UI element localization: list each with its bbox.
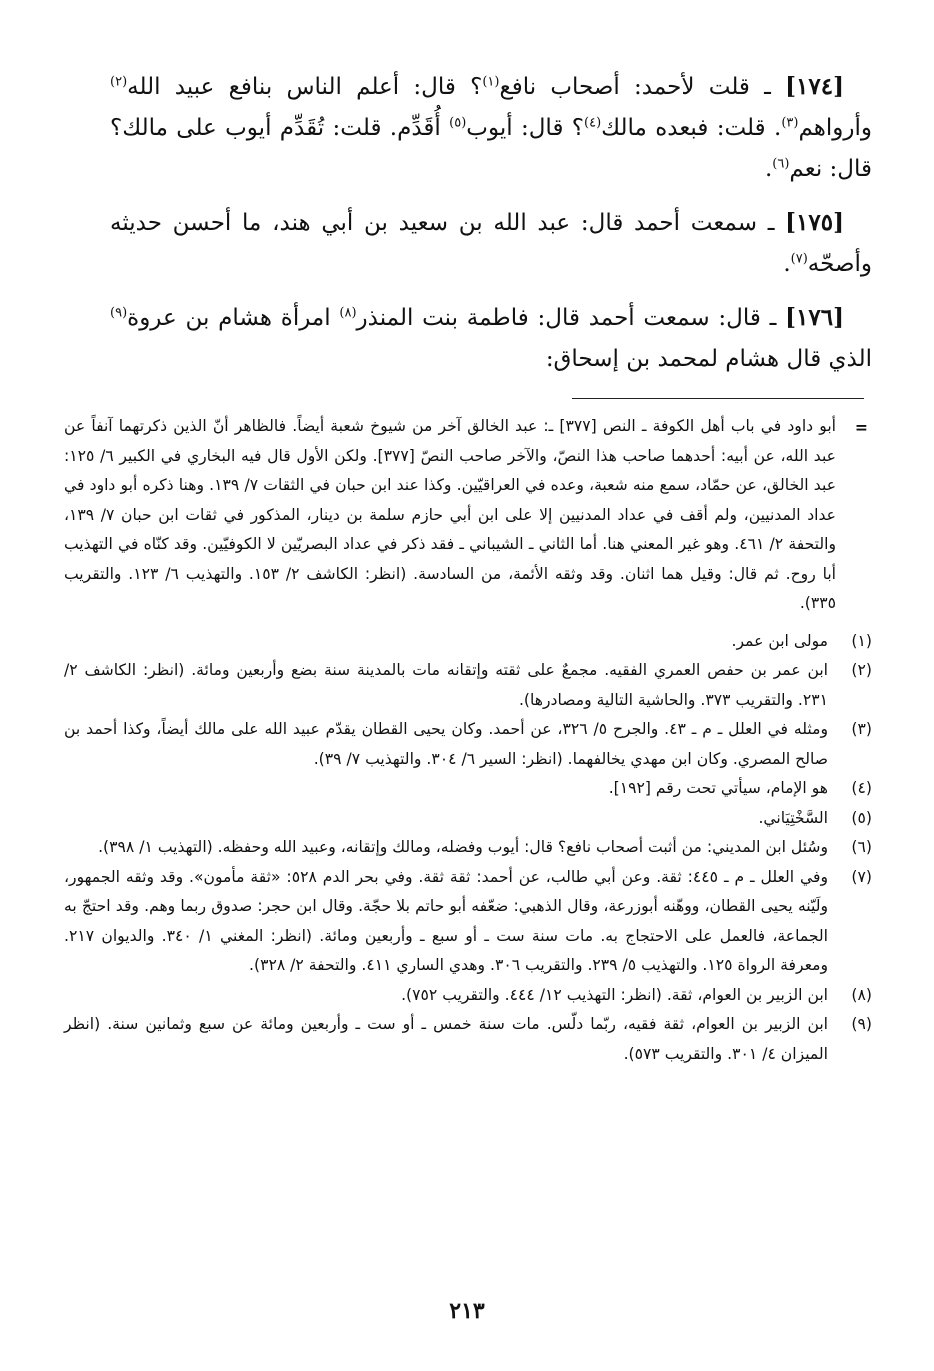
entry-text: .	[783, 251, 791, 277]
footnote-text: أبو داود في باب أهل الكوفة ـ النص [٣٧٧] ـ: عبد الخالق آخر من شيوخ شعبة أيضاً. فالظاهر أنّ الذين ذكرتهما آنفاً عن عبد الله، عن أبيه: أحدهما صاحب هذا النصّ، والآخر صاحب النصّ [٣٧٧]. ولكن الأول قال فيه البخاري في الكبير ٦/ ١٢٥: عبد الخالق، عن حمّاد، سمع منه شعبة، وعده في العراقيّين. وكذا عند ابن حبان في الثقات ٧/ ١٣٩. وهنا ذكره أبو داود في عداد المدنيين، ولم أقف في عداد المدنيين إلا على ابن أبي حازم سلمة بن دينار، المذكور في ثقات ابن حبان ٧/ ١٣٩، والتحفة ٢/ ٤٦١. وهو غير المعني هنا. أما الثاني ـ الشيباني ـ فقد ذكر في عداد البصريّين لا الكوفيّين. وقد كنّاه في التهذيب أبا روح. ثم قال: وقيل هما اثنان. وقد وثقه الأئمة، من السادسة. (انظر: الكاشف ٢/ ١٥٣. والتهذيب ٦/ ١٢٣. والتقريب ٣٣٥).	[64, 417, 837, 612]
footnote-text: السَّخْتِيَاني.	[758, 808, 828, 827]
footnote-ref[interactable]: (٥)	[449, 115, 467, 131]
footnote-text: وفي العلل ـ م ـ ٤٤٥: ثقة. وعن أبي طالب، عن أحمد: ثقة ثقة. وفي بحر الدم ٥٢٨: «ثقة مأمون». وقد وثقه الجمهور، ولَيّنه يحيى القطان، ووهّنه أبوزرعة، وقال الذهبي: ضعّفه أبو حاتم بلا حجّة. وقال ابن حجر: صدوق ربما وهم. وقد احتجّ به الجماعة، فالعمل على الاحتجاج به. مات سنة ست ـ أو سبع ـ وأربعين ومائة. (انظر: المغني ١/ ٣٤٠. والديوان ٢١٧. ومعرفة الرواة ١٢٥. والتهذيب ٥/ ٢٣٩. والتقريب ٣٠٦. وهدي الساري ٤١١. والتحفة ٢/ ٣٢٨).	[64, 867, 828, 974]
entry-176	[110, 297, 872, 380]
footnote-continuation	[64, 412, 872, 619]
footnote-number: (٦)	[851, 838, 872, 856]
entry-text: .	[764, 156, 773, 182]
entry-text: ـ قلت لأحمد: أصحاب نافع	[499, 74, 786, 100]
entry-text: امرأة هشام بن عروة	[127, 305, 340, 331]
page-number: ٢١٣	[449, 1298, 485, 1324]
entry-text: الذي قال هشام لمحمد بن إسحاق:	[545, 346, 872, 372]
footnote-number: (١)	[851, 631, 872, 650]
footnote-ref[interactable]: (٦)	[772, 156, 790, 172]
entry-text: أُقَدِّم. قلت: تُقَدِّم أيوب على مالك؟ قال: نعم	[110, 115, 872, 182]
footnote-3	[64, 715, 872, 774]
footnote-ref[interactable]: (٧)	[790, 251, 808, 267]
entry-text: . قلت: فبعده مالك	[601, 115, 782, 141]
entry-number: [١٧٤]	[785, 73, 844, 100]
footnote-text: ابن الزبير بن العوام، ثقة فقيه، ربّما دلّس. مات سنة خمس ـ أو ست ـ وأربعين ومائة عن سبع وثمانين سنة. (انظر الميزان ٤/ ٣٠١. والتقريب ٥٧٣).	[64, 1015, 828, 1063]
footnote-ref[interactable]: (٩)	[110, 305, 128, 321]
footnote-ref[interactable]: (٣)	[781, 115, 799, 131]
footnote-6	[64, 833, 872, 863]
footnote-ref[interactable]: (٢)	[110, 74, 128, 90]
footnotes	[64, 412, 872, 1069]
footnote-5	[64, 804, 872, 834]
continuation-marker: =	[854, 419, 868, 437]
footnote-7	[64, 863, 872, 981]
footnote-text: هو الإمام، سيأتي تحت رقم [١٩٢].	[608, 779, 828, 797]
footnote-text: ومثله في العلل ـ م ـ ٤٣. والجرح ٥/ ٣٢٦، عن أحمد. وكان يحيى القطان يقدّم عبيد الله على مالك أيضاً، وكذا أحمد بن صالح المصري. وكان ابن مهدي يخالفهما. (انظر: السير ٦/ ٣٠٤. والتهذيب ٧/ ٣٩).	[64, 720, 828, 768]
footnote-text: مولى ابن عمر.	[731, 631, 828, 650]
footnote-number: (٩)	[851, 1015, 872, 1033]
footnote-8	[64, 981, 872, 1011]
footnote-number: (٧)	[851, 867, 872, 886]
footnote-1	[64, 627, 872, 657]
footnote-number: (٥)	[851, 808, 872, 827]
main-text	[110, 66, 872, 392]
footnote-number: (٨)	[851, 985, 872, 1004]
entry-text: وأرواهم	[798, 115, 872, 141]
footnote-number: (٢)	[851, 661, 872, 679]
footnote-number: (٤)	[851, 779, 872, 797]
entry-175	[110, 202, 872, 285]
entry-number: [١٧٥]	[785, 209, 844, 236]
entry-text: ؟ قال: أعلم الناس بنافع عبيد الله	[127, 74, 483, 100]
footnote-separator	[572, 398, 864, 399]
entry-text: ـ قال: سمعت أحمد قال: فاطمة بنت المنذر	[356, 305, 786, 331]
footnote-ref[interactable]: (٨)	[339, 305, 357, 321]
entry-174	[110, 66, 872, 190]
footnote-ref[interactable]: (٤)	[584, 115, 602, 131]
entry-text: ـ سمعت أحمد قال: عبد الله بن سعيد بن أبي هند، ما أحسن حديثه وأصحّه	[110, 210, 872, 277]
footnote-text: وسُئل ابن المديني: من أثبت أصحاب نافع؟ قال: أيوب وفضله، ومالك وإتقانه، وعبيد الله وحفظه. (التهذيب ١/ ٣٩٨).	[98, 838, 828, 856]
footnote-ref[interactable]: (١)	[482, 74, 500, 90]
entry-number: [١٧٦]	[785, 304, 844, 331]
entry-text: ؟ قال: أيوب	[466, 115, 584, 141]
footnote-number: (٣)	[851, 720, 872, 738]
footnote-4	[64, 774, 872, 804]
footnote-2	[64, 656, 872, 715]
footnote-text: ابن الزبير بن العوام، ثقة. (انظر: التهذيب ١٢/ ٤٤٤. والتقريب ٧٥٢).	[401, 985, 828, 1004]
footnote-9	[64, 1010, 872, 1069]
footnote-text: ابن عمر بن حفص العمري الفقيه. مجمعٌ على ثقته وإتقانه مات بالمدينة سنة بضع وأربعين ومائة. (انظر: الكاشف ٢/ ٢٣١. والتقريب ٣٧٣. والحاشية التالية ومصادرها).	[64, 661, 828, 709]
